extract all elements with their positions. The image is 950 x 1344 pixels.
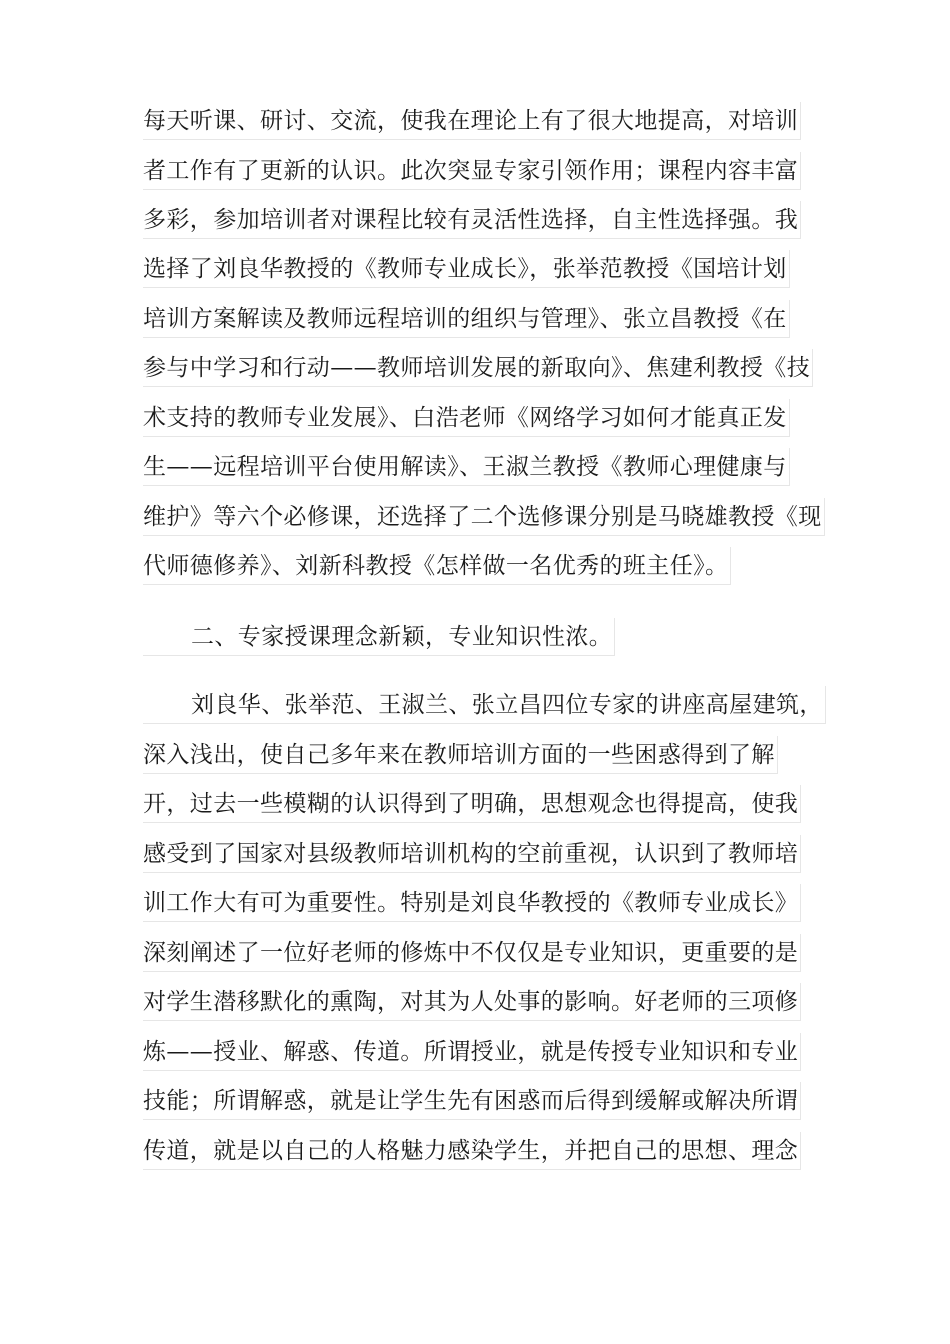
paragraph-line: 深入浅出，使自己多年来在教师培训方面的一些困惑得到了解 bbox=[143, 736, 778, 774]
paragraph-line: 参与中学习和行动——教师培训发展的新取向》、焦建利教授《技 bbox=[143, 349, 813, 387]
paragraph-line: 生——远程培训平台使用解读》、王淑兰教授《教师心理健康与 bbox=[143, 448, 790, 486]
paragraph-line: 代师德修养》、刘新科教授《怎样做一名优秀的班主任》。 bbox=[143, 547, 731, 585]
paragraph-line: 者工作有了更新的认识。此次突显专家引领作用；课程内容丰富 bbox=[143, 152, 801, 190]
paragraph-line: 多彩，参加培训者对课程比较有灵活性选择，自主性选择强。我 bbox=[143, 201, 801, 239]
paragraph-line: 培训方案解读及教师远程培训的组织与管理》、张立昌教授《在 bbox=[143, 300, 790, 338]
paragraph-line: 选择了刘良华教授的《教师专业成长》，张举范教授《国培计划 bbox=[143, 250, 790, 288]
paragraph-line: 刘良华、张举范、王淑兰、张立昌四位专家的讲座高屋建筑， bbox=[143, 686, 826, 724]
paragraph-line: 训工作大有可为重要性。特别是刘良华教授的《教师专业成长》 bbox=[143, 884, 801, 922]
paragraph-line: 感受到了国家对县级教师培训机构的空前重视，认识到了教师培 bbox=[143, 835, 801, 873]
paragraph-line: 炼——授业、解惑、传道。所谓授业，就是传授专业知识和专业 bbox=[143, 1033, 801, 1071]
paragraph-line: 深刻阐述了一位好老师的修炼中不仅仅是专业知识，更重要的是 bbox=[143, 934, 801, 972]
paragraph-line: 维护》等六个必修课，还选择了二个选修课分别是马晓雄教授《现 bbox=[143, 498, 825, 536]
section-heading: 二、专家授课理念新颖，专业知识性浓。 bbox=[143, 618, 615, 656]
paragraph-line: 术支持的教师专业发展》、白浩老师《网络学习如何才能真正发 bbox=[143, 399, 790, 437]
paragraph-line: 传道，就是以自己的人格魅力感染学生，并把自己的思想、理念 bbox=[143, 1132, 801, 1170]
paragraph-line: 开，过去一些模糊的认识得到了明确，思想观念也得提高，使我 bbox=[143, 785, 801, 823]
paragraph-line: 每天听课、研讨、交流，使我在理论上有了很大地提高，对培训 bbox=[143, 102, 801, 140]
paragraph-line: 技能；所谓解惑，就是让学生先有困惑而后得到缓解或解决所谓 bbox=[143, 1082, 801, 1120]
paragraph-line: 对学生潜移默化的熏陶，对其为人处事的影响。好老师的三项修 bbox=[143, 983, 801, 1021]
